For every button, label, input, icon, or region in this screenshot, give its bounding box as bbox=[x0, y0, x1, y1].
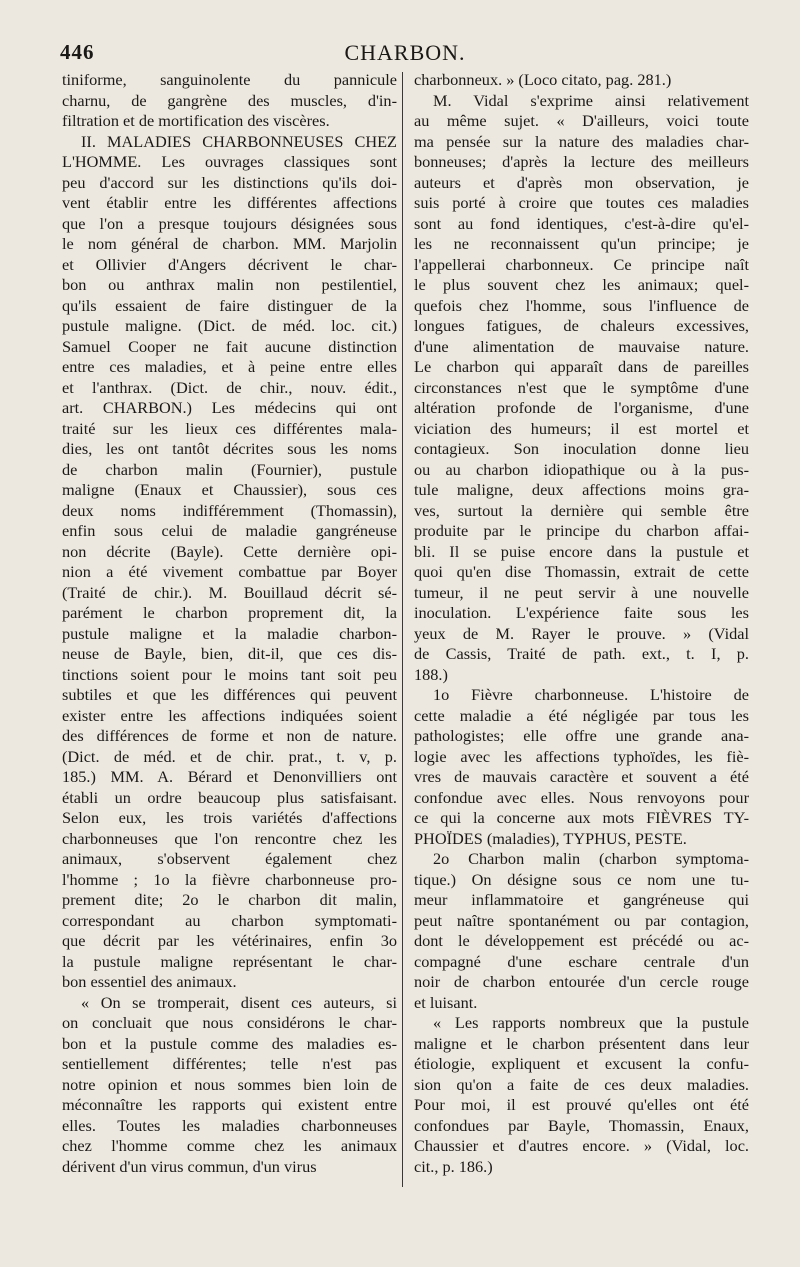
text-line: de charbon malin (Fournier), pustule bbox=[62, 459, 397, 479]
text-line: vent établir entre les différentes affections bbox=[62, 193, 397, 212]
text-line: noir de charbon entourée d'un cercle rouge bbox=[414, 972, 749, 991]
text-line: longues fatigues, de chaleurs excessives, bbox=[414, 316, 749, 335]
page-header bbox=[60, 40, 750, 68]
text-line: 1o Fièvre charbonneuse. L'histoire de bbox=[433, 685, 749, 704]
text-line: subtiles et que les différences qui peuvent bbox=[62, 685, 397, 704]
text-line: le nom général de charbon. MM. Marjolin bbox=[62, 234, 397, 253]
text-line: logie avec les affections typhoïdes, les fiè- bbox=[414, 746, 749, 766]
text-line: prement dite; 2o le charbon dit malin, bbox=[62, 890, 397, 909]
text-line: L'HOMME. Les ouvrages classiques sont bbox=[62, 152, 397, 171]
text-line: 2o Charbon malin (charbon symptoma- bbox=[433, 849, 749, 868]
text-line: meur inflammatoire et gangréneuse qui bbox=[414, 890, 749, 909]
text-line: Samuel Cooper ne fait aucune distinction bbox=[62, 336, 397, 356]
text-line: 188.) bbox=[414, 664, 448, 684]
text-line: ou au charbon idiopathique ou à la pus- bbox=[414, 459, 749, 479]
text-line: auteurs et d'après mon observation, je bbox=[414, 172, 749, 192]
text-line: cit., p. 186.) bbox=[414, 1156, 493, 1176]
text-line: et l'anthrax. (Dict. de chir., nouv. édit., bbox=[62, 377, 397, 397]
right-text-column bbox=[414, 70, 749, 1177]
text-line: enfin sous celui de maladie gangréneuse bbox=[62, 521, 397, 540]
text-line: contagieux. Son inoculation donne lieu bbox=[414, 439, 749, 458]
text-line: PHOÏDES (maladies), TYPHUS, PESTE. bbox=[414, 828, 687, 848]
text-line: (Dict. de méd. et de chir. prat., t. v, p. bbox=[62, 746, 397, 766]
text-line: d'une alimentation de mauvaise nature. bbox=[414, 336, 749, 356]
text-line: confondues par Bayle, Thomassin, Enaux, bbox=[414, 1115, 749, 1135]
text-line: sont au fond identiques, c'est-à-dire qu'el- bbox=[414, 213, 749, 233]
text-line: bli. Il se puise encore dans la pustule et bbox=[414, 541, 749, 561]
text-line: que l'on a presque toujours désignées sous bbox=[62, 213, 397, 233]
text-line: (Traité de chir.). M. Bouillaud décrit sé- bbox=[62, 582, 397, 602]
text-line: exister entre les affections indiquées soient bbox=[62, 705, 397, 725]
text-line: charnu, de gangrène des muscles, d'in- bbox=[62, 90, 397, 110]
text-line: sion qu'on a faite de ces deux maladies. bbox=[414, 1074, 749, 1094]
text-line: de Cassis, Traité de path. ext., t. I, p. bbox=[414, 644, 749, 663]
text-line: deux noms indifféremment (Thomassin), bbox=[62, 500, 397, 520]
text-line: dérivent d'un virus commun, d'un virus bbox=[62, 1156, 317, 1176]
text-line: Pour moi, il est prouvé qu'elles ont été bbox=[414, 1095, 749, 1114]
text-line: elles. Toutes les maladies charbonneuses bbox=[62, 1115, 397, 1135]
text-line: maligne (Enaux et Chaussier), sous ces bbox=[62, 480, 397, 499]
text-line: ves, surtout la dernière qui semble être bbox=[414, 500, 749, 520]
text-line: Chaussier et d'autres encore. » (Vidal, loc. bbox=[414, 1136, 749, 1155]
text-line: yeux de M. Rayer le prouve. » (Vidal bbox=[414, 623, 749, 643]
text-line: qu'ils essaient de faire distinguer de la bbox=[62, 295, 397, 315]
text-line: II. MALADIES CHARBONNEUSES CHEZ bbox=[81, 131, 397, 151]
text-line: entre ces maladies, et à peine entre elles bbox=[62, 357, 397, 376]
text-line: M. Vidal s'exprime ainsi relativement bbox=[433, 90, 749, 110]
text-line: nion a été vivement combattue par Boyer bbox=[62, 562, 397, 581]
text-line: quefois chez l'homme, sous l'influence de bbox=[414, 295, 749, 315]
text-line: altération profonde de l'organisme, d'une bbox=[414, 398, 749, 417]
text-line: au même sujet. « D'ailleurs, voici toute bbox=[414, 111, 749, 130]
text-line: que décrit par les vétérinaires, enfin 3o bbox=[62, 931, 397, 950]
text-line: dies, les ont tantôt décrites sous les noms bbox=[62, 439, 397, 458]
text-line: établi un ordre beaucoup plus satisfaisant. bbox=[62, 787, 397, 807]
text-line: notre opinion et nous sommes bien loin de bbox=[62, 1074, 397, 1094]
text-line: pathologistes; elle offre une grande ana- bbox=[414, 726, 749, 745]
text-line: traité sur les lieux ces différentes mala- bbox=[62, 418, 397, 438]
column-divider bbox=[402, 72, 403, 1187]
text-line: et luisant. bbox=[414, 992, 478, 1012]
text-line: charbonneux. » (Loco citato, pag. 281.) bbox=[414, 70, 672, 89]
text-line: étiologie, expliquent et excusent la confu- bbox=[414, 1054, 749, 1073]
text-line: chez l'homme comme chez les animaux bbox=[62, 1136, 397, 1155]
text-line: peu d'accord sur les distinctions qu'ils doi- bbox=[62, 172, 397, 192]
left-text-column bbox=[62, 70, 397, 1177]
text-line: suis porté à croire que toutes ces maladies bbox=[414, 193, 749, 212]
page-number: 446 bbox=[60, 40, 95, 64]
text-line: la pustule maligne représentant le char- bbox=[62, 951, 397, 971]
text-line: tumeur, il ne peut servir à une nouvelle bbox=[414, 582, 749, 602]
text-line: l'homme ; 1o la fièvre charbonneuse pro- bbox=[62, 869, 397, 889]
text-line: on concluait que nous considérons le char- bbox=[62, 1013, 397, 1032]
text-line: tique.) On désigne sous ce nom une tu- bbox=[414, 869, 749, 889]
text-line: quoi qu'en dise Thomassin, extrait de cette bbox=[414, 562, 749, 581]
text-line: neuse de Bayle, bien, dit-il, que ces dis- bbox=[62, 644, 397, 663]
text-line: ce qui la concerne aux mots FIÈVRES TY- bbox=[414, 808, 749, 827]
text-line: tiniforme, sanguinolente du pannicule bbox=[62, 70, 397, 89]
text-line: filtration et de mortification des viscères. bbox=[62, 111, 330, 130]
text-line: peut naître spontanément ou par contagion, bbox=[414, 910, 749, 930]
text-line: parément le charbon proprement dit, la bbox=[62, 603, 397, 622]
text-line: maligne et le charbon présentent dans leur bbox=[414, 1033, 749, 1053]
text-line: vres de mauvais caractère et souvent a été bbox=[414, 767, 749, 786]
text-line: Le charbon qui apparaît dans de pareilles bbox=[414, 357, 749, 376]
text-line: circonstances n'est que le symptôme d'une bbox=[414, 377, 749, 397]
text-line: non décrite (Bayle). Cette dernière opi- bbox=[62, 541, 397, 561]
text-line: confondue avec elles. Nous renvoyons pour bbox=[414, 787, 749, 807]
text-line: ma pensée sur la nature des maladies char- bbox=[414, 131, 749, 151]
text-line: l'appellerai charbonneux. Ce principe naît bbox=[414, 254, 749, 274]
text-line: bon et la pustule comme des maladies es- bbox=[62, 1033, 397, 1053]
text-line: tule maligne, deux affections moins gra- bbox=[414, 480, 749, 499]
text-line: produite par le principe du charbon affai- bbox=[414, 521, 749, 540]
text-line: « On se tromperait, disent ces auteurs, si bbox=[81, 992, 397, 1012]
text-line: bonneuses; d'après la lecture des meilleurs bbox=[414, 152, 749, 171]
text-line: et Ollivier d'Angers décrivent le char- bbox=[62, 254, 397, 274]
text-line: correspondant au charbon symptomati- bbox=[62, 910, 397, 930]
running-title: CHARBON. bbox=[344, 40, 466, 65]
text-line: inoculation. L'expérience faite sous les bbox=[414, 603, 749, 622]
text-line: tinctions soient pour le moins tant soit peu bbox=[62, 664, 397, 684]
text-line: le plus souvent chez les animaux; quel- bbox=[414, 275, 749, 294]
text-line: pustule maligne et la maladie charbon- bbox=[62, 623, 397, 643]
text-line: Selon eux, les trois variétés d'affections bbox=[62, 808, 397, 827]
text-line: méconnaître les rapports qui existent entre bbox=[62, 1095, 397, 1114]
text-line: compagné d'une eschare centrale d'un bbox=[414, 951, 749, 971]
text-line: cette maladie a été négligée par tous les bbox=[414, 705, 749, 725]
text-line: 185.) MM. A. Bérard et Denonvilliers ont bbox=[62, 767, 397, 786]
text-line: les ne reconnaissent qu'un principe; je bbox=[414, 234, 749, 253]
text-line: bon ou anthrax malin non pestilentiel, bbox=[62, 275, 397, 294]
text-line: dont le développement est précédé ou ac- bbox=[414, 931, 749, 950]
text-line: bon essentiel des animaux. bbox=[62, 972, 237, 991]
text-line: pustule maligne. (Dict. de méd. loc. cit.) bbox=[62, 316, 397, 335]
text-line: art. CHARBON.) Les médecins qui ont bbox=[62, 398, 397, 417]
text-line: « Les rapports nombreux que la pustule bbox=[433, 1013, 749, 1032]
text-line: charbonneuses que l'on rencontre chez les bbox=[62, 828, 397, 848]
text-line: sentiellement différentes; telle n'est pas bbox=[62, 1054, 397, 1073]
text-line: des différences de forme et non de nature. bbox=[62, 726, 397, 745]
text-line: animaux, s'observent également chez bbox=[62, 849, 397, 868]
text-line: viciation des humeurs; il est mortel et bbox=[414, 418, 749, 438]
